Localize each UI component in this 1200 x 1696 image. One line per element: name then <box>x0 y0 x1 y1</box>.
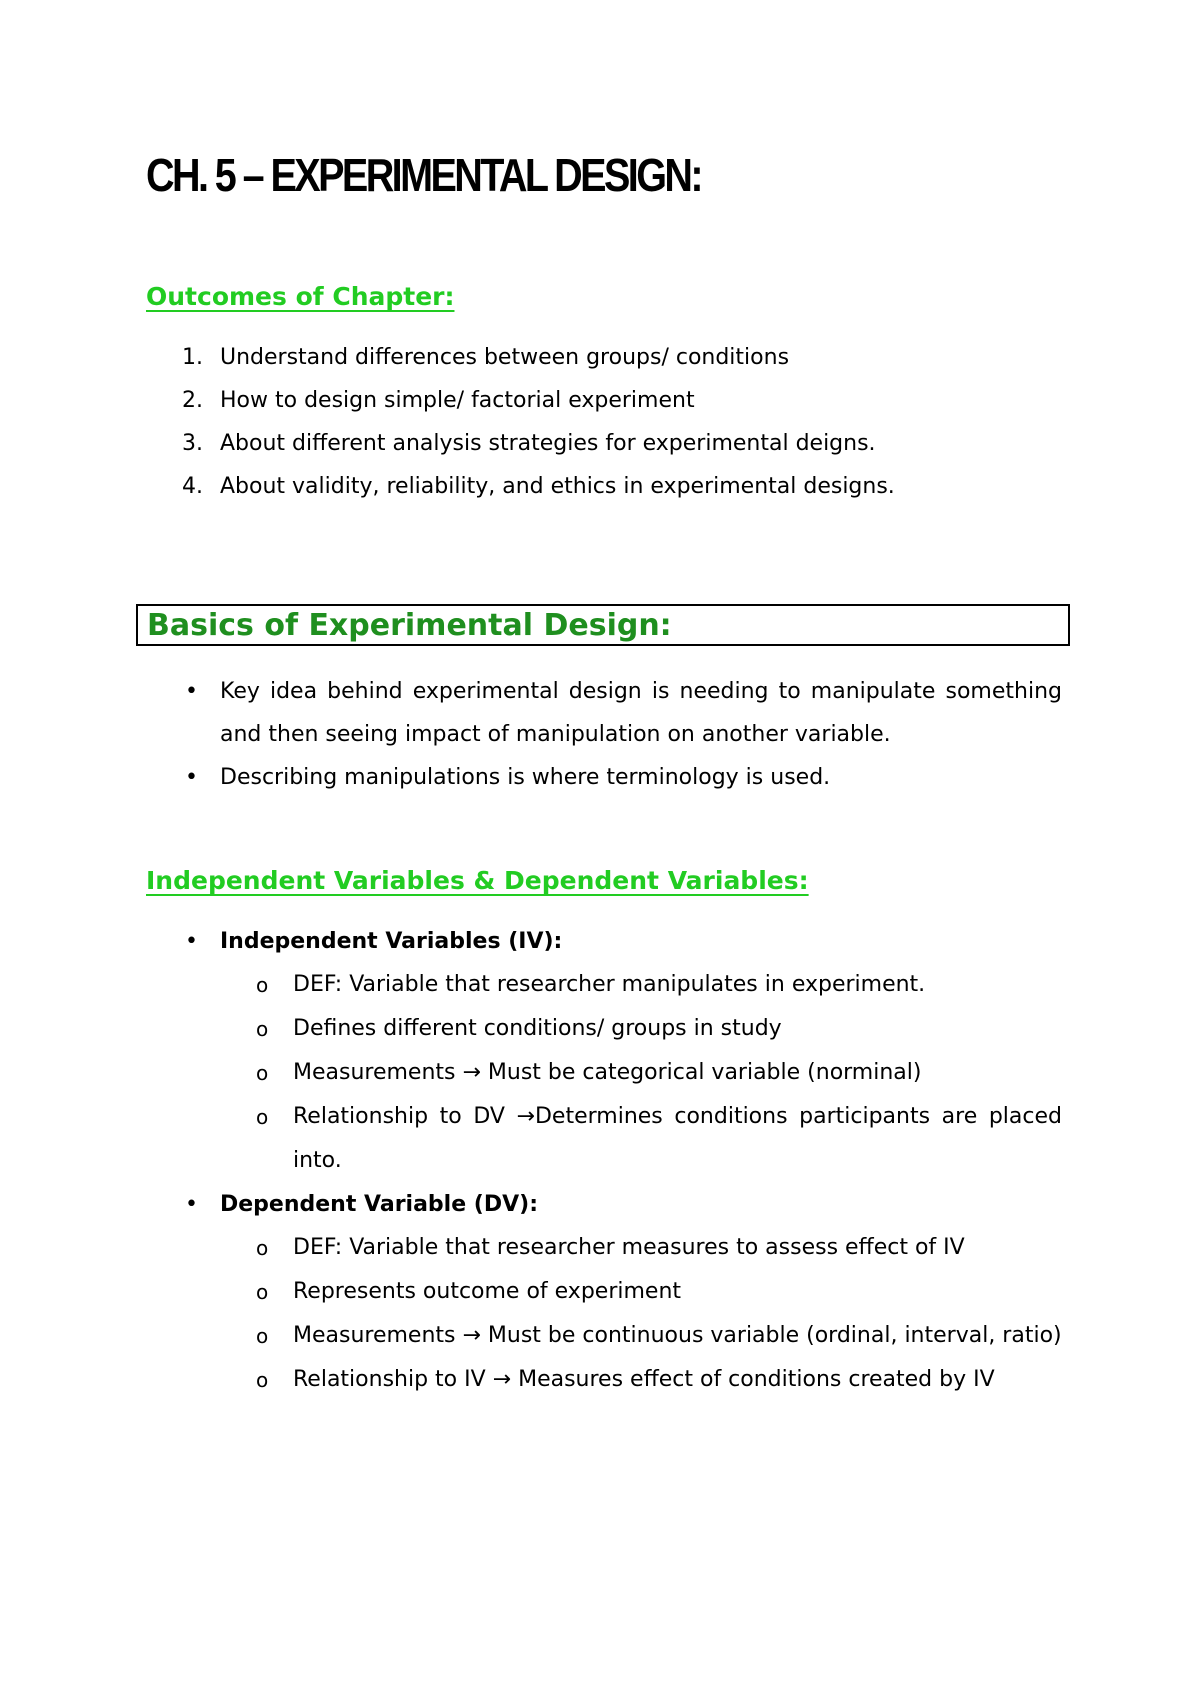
sub-list-item-text: DEF: Variable that researcher measures to assess effect of IV <box>293 1235 965 1260</box>
list-item-text: Understand differences between groups/ conditions <box>220 345 790 370</box>
circle-bullet-icon: o <box>256 1280 269 1304</box>
sub-list-item-text: Relationship to DV →Determines conditions participants are placed into. <box>293 1104 1062 1173</box>
sub-list-item <box>220 1270 1062 1314</box>
variables-bullet-list <box>146 920 1062 1402</box>
circle-bullet-icon: o <box>256 1105 269 1129</box>
bullet-icon: • <box>185 1192 198 1217</box>
list-item-text: About validity, reliability, and ethics in experimental designs. <box>220 474 895 499</box>
list-item <box>146 379 1076 422</box>
circle-bullet-icon: o <box>256 1236 269 1260</box>
circle-bullet-icon: o <box>256 1324 269 1348</box>
list-item <box>146 465 1076 508</box>
list-item <box>146 422 1076 465</box>
list-item <box>146 1183 1062 1402</box>
circle-bullet-icon: o <box>256 973 269 997</box>
sub-list-item <box>220 1358 1062 1402</box>
sub-list-item <box>220 963 1062 1007</box>
list-item-text: How to design simple/ factorial experiment <box>220 388 695 413</box>
circle-bullet-icon: o <box>256 1017 269 1041</box>
sub-list-item-text: Defines different conditions/ groups in study <box>293 1016 782 1041</box>
sub-list-item <box>220 1095 1062 1183</box>
iv-sub-list <box>220 963 1062 1183</box>
outcomes-list <box>146 336 1076 508</box>
circle-bullet-icon: o <box>256 1368 269 1392</box>
dv-sub-list <box>220 1226 1062 1402</box>
bullet-icon: • <box>185 679 198 704</box>
circle-bullet-icon: o <box>256 1061 269 1085</box>
sub-list-item <box>220 1051 1062 1095</box>
basics-heading: Basics of Experimental Design: <box>147 608 672 643</box>
sub-list-item <box>220 1226 1062 1270</box>
list-item <box>146 920 1062 1183</box>
list-number: 1. <box>182 345 203 370</box>
bullet-icon: • <box>185 929 198 954</box>
list-item-text: Describing manipulations is where terminology is used. <box>220 765 831 790</box>
outcomes-heading: Outcomes of Chapter: <box>146 282 455 311</box>
bullet-icon: • <box>185 765 198 790</box>
basics-heading-box <box>136 604 1070 646</box>
iv-label: Independent Variables (IV): <box>220 929 563 954</box>
sub-list-item-text: Measurements → Must be continuous variable (ordinal, interval, ratio) <box>293 1323 1062 1348</box>
dv-label: Dependent Variable (DV): <box>220 1192 538 1217</box>
list-item <box>146 336 1076 379</box>
sub-list-item-text: DEF: Variable that researcher manipulates in experiment. <box>293 972 926 997</box>
sub-list-item-text: Represents outcome of experiment <box>293 1279 682 1304</box>
list-number: 4. <box>182 474 203 499</box>
list-item <box>146 756 1062 799</box>
sub-list-item <box>220 1007 1062 1051</box>
list-item-text: Key idea behind experimental design is needing to manipulate something and then seeing impact of manipulation on another variable. <box>220 679 1062 747</box>
basics-bullet-list <box>146 670 1062 799</box>
page-title: CH. 5 – EXPERIMENTAL DESIGN: <box>146 149 701 201</box>
variables-heading: Independent Variables & Dependent Variables: <box>146 866 809 895</box>
list-number: 2. <box>182 388 203 413</box>
sub-list-item-text: Relationship to IV → Measures effect of conditions created by IV <box>293 1367 995 1392</box>
list-item <box>146 670 1062 756</box>
list-number: 3. <box>182 431 203 456</box>
list-item-text: About different analysis strategies for experimental deigns. <box>220 431 876 456</box>
sub-list-item <box>220 1314 1062 1358</box>
sub-list-item-text: Measurements → Must be categorical variable (norminal) <box>293 1060 922 1085</box>
